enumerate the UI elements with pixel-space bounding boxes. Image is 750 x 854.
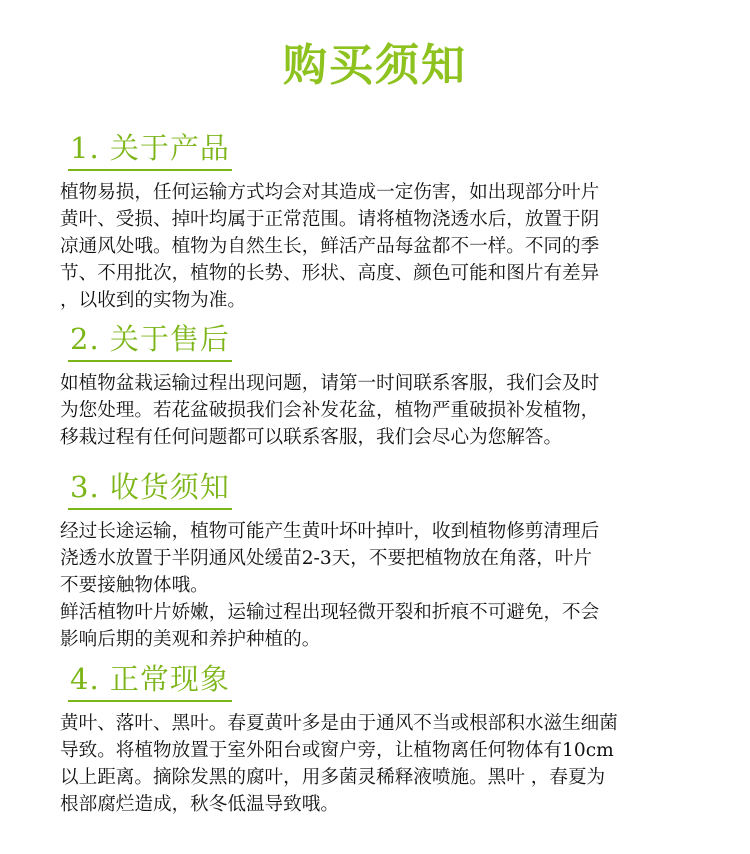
body-line: 黄叶、受损、掉叶均属于正常范围。请将植物浇透水后，放置于阴 bbox=[60, 209, 600, 230]
body-line: 影响后期的美观和养护种植的。 bbox=[60, 629, 321, 650]
section-receiving-notes bbox=[60, 468, 720, 653]
body-line: 黄叶、落叶、黑叶。春夏黄叶多是由于通风不当或根部积水滋生细菌 bbox=[60, 713, 618, 734]
page-title: 购买须知 bbox=[283, 40, 467, 91]
body-line: 根部腐烂造成，秋冬低温导致哦。 bbox=[60, 794, 339, 815]
body-line: 鲜活植物叶片娇嫩，运输过程出现轻微开裂和折痕不可避免，不会 bbox=[60, 602, 600, 623]
body-line: 以上距离。摘除发黑的腐叶，用多菌灵稀释液喷施。黑叶 ，春夏为 bbox=[60, 767, 606, 788]
body-line: ，以收到的实物为准。 bbox=[60, 290, 246, 311]
body-line: 经过长途运输，植物可能产生黄叶坏叶掉叶，收到植物修剪清理后 bbox=[60, 521, 600, 542]
body-line: 为您处理。若花盆破损我们会补发花盆，植物严重破损补发植物， bbox=[60, 400, 600, 421]
body-line: 如植物盆栽运输过程出现问题，请第一时间联系客服，我们会及时 bbox=[60, 373, 600, 394]
body-line: 浇透水放置于半阴通风处缓苗2-3天，不要把植物放在角落，叶片 bbox=[60, 548, 592, 569]
section-body bbox=[60, 710, 720, 818]
body-line: 节、不用批次，植物的长势、形状、高度、颜色可能和图片有差异 bbox=[60, 263, 600, 284]
section-normal-phenomena bbox=[60, 660, 720, 818]
section-heading: 3. 收货须知 bbox=[68, 468, 232, 510]
body-line: 不要接触物体哦。 bbox=[60, 575, 209, 596]
section-heading: 1. 关于产品 bbox=[68, 129, 232, 171]
section-about-product bbox=[60, 129, 720, 314]
body-line: 移栽过程有任何问题都可以联系客服，我们会尽心为您解答。 bbox=[60, 427, 563, 448]
section-after-sales bbox=[60, 320, 720, 451]
body-line: 导致。将植物放置于室外阳台或窗户旁，让植物离任何物体有10cm bbox=[60, 740, 614, 761]
body-line: 植物易损，任何运输方式均会对其造成一定伤害，如出现部分叶片 bbox=[60, 182, 600, 203]
section-body bbox=[60, 518, 720, 653]
section-heading: 2. 关于售后 bbox=[68, 320, 232, 362]
section-heading: 4. 正常现象 bbox=[68, 660, 232, 702]
section-body bbox=[60, 370, 720, 451]
section-body bbox=[60, 179, 720, 314]
body-line: 凉通风处哦。植物为自然生长，鲜活产品每盆都不一样。不同的季 bbox=[60, 236, 600, 257]
